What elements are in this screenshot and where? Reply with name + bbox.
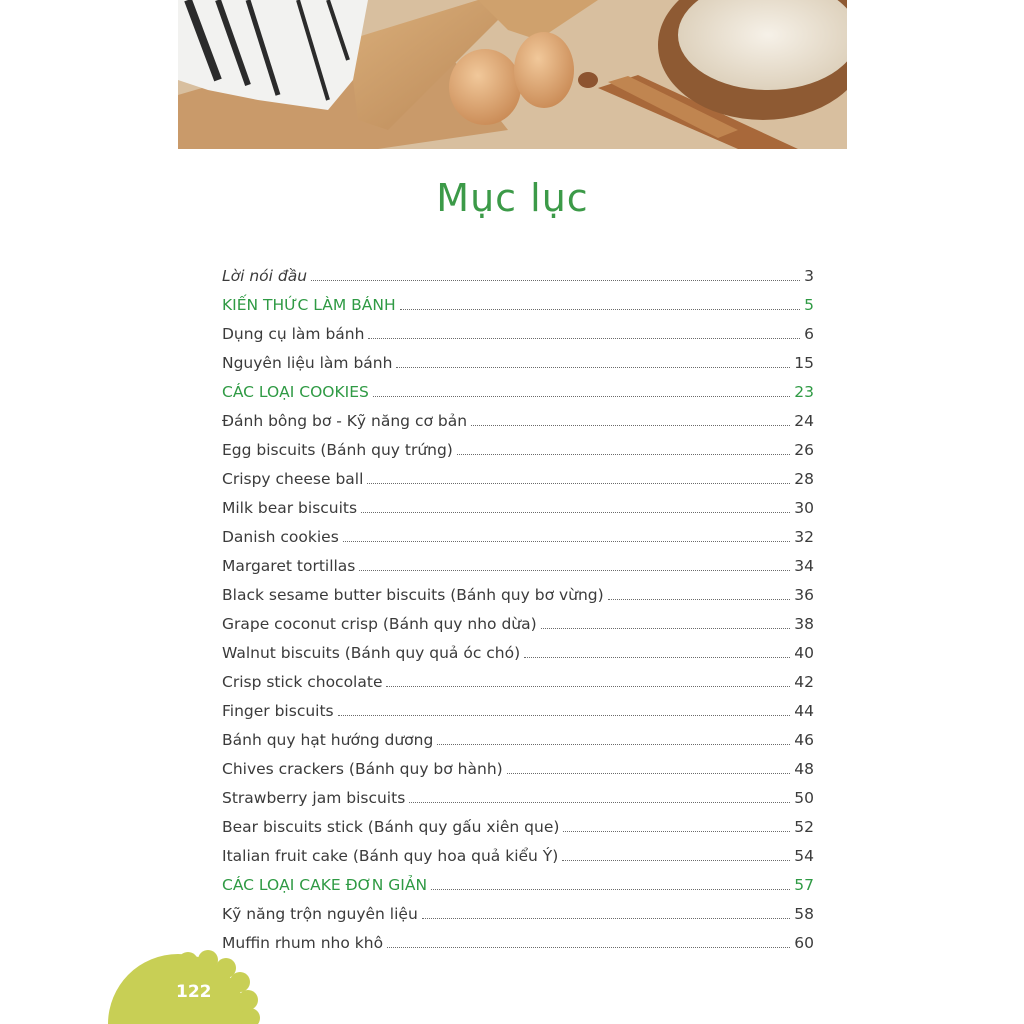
toc-entry-label: Black sesame butter biscuits (Bánh quy bơ vừng) <box>222 586 604 604</box>
dot-leader <box>311 280 800 281</box>
toc-entry-label: Margaret tortillas <box>222 557 356 575</box>
toc-entry-label: Lời nói đầu <box>222 267 308 285</box>
dot-leader <box>507 773 791 774</box>
table-of-contents <box>222 256 814 952</box>
toc-entry-page: 54 <box>794 847 814 865</box>
toc-row <box>222 430 814 459</box>
toc-entry-label: Crisp stick chocolate <box>222 673 383 691</box>
book-page <box>178 0 847 1024</box>
toc-section-row <box>222 285 814 314</box>
toc-entry-page: 58 <box>794 905 814 923</box>
toc-entry-page: 42 <box>794 673 814 691</box>
toc-entry-page: 60 <box>794 934 814 952</box>
toc-entry-label: Đánh bông bơ - Kỹ năng cơ bản <box>222 412 468 430</box>
dot-leader <box>386 686 790 687</box>
toc-entry-page: 57 <box>794 876 814 894</box>
toc-section-row <box>222 865 814 894</box>
dot-leader <box>524 657 790 658</box>
toc-entry-page: 46 <box>794 731 814 749</box>
toc-row <box>222 691 814 720</box>
dot-leader <box>400 309 801 310</box>
toc-row <box>222 401 814 430</box>
toc-entry-page: 3 <box>804 267 814 285</box>
dot-leader <box>359 570 790 571</box>
toc-entry-page: 50 <box>794 789 814 807</box>
toc-entry-label: CÁC LOẠI COOKIES <box>222 383 369 401</box>
dot-leader <box>343 541 790 542</box>
toc-entry-label: Italian fruit cake (Bánh quy hoa quả kiểu Ý) <box>222 847 559 865</box>
toc-row <box>222 749 814 778</box>
toc-entry-label: KIẾN THỨC LÀM BÁNH <box>222 296 396 314</box>
toc-entry-label: Bear biscuits stick (Bánh quy gấu xiên que) <box>222 818 560 836</box>
toc-row <box>222 314 814 343</box>
toc-entry-label: Milk bear biscuits <box>222 499 358 517</box>
dot-leader <box>562 860 790 861</box>
toc-entry-page: 44 <box>794 702 814 720</box>
page-title: Mục lục <box>436 176 589 220</box>
dot-leader <box>387 947 790 948</box>
toc-entry-page: 5 <box>804 296 814 314</box>
dot-leader <box>437 744 790 745</box>
toc-entry-label: Egg biscuits (Bánh quy trứng) <box>222 441 453 459</box>
dot-leader <box>608 599 791 600</box>
toc-entry-page: 32 <box>794 528 814 546</box>
toc-entry-label: Dụng cụ làm bánh <box>222 325 365 343</box>
toc-row <box>222 662 814 691</box>
egg-right <box>514 32 574 108</box>
toc-entry-page: 26 <box>794 441 814 459</box>
dot-leader <box>457 454 790 455</box>
toc-entry-page: 15 <box>794 354 814 372</box>
dot-leader <box>368 338 800 339</box>
dot-leader <box>367 483 790 484</box>
toc-row <box>222 256 814 285</box>
toc-entry-page: 6 <box>804 325 814 343</box>
toc-entry-page: 34 <box>794 557 814 575</box>
dot-leader <box>563 831 790 832</box>
toc-entry-label: Bánh quy hạt hướng dương <box>222 731 434 749</box>
toc-entry-label: Danish cookies <box>222 528 339 546</box>
dot-leader <box>396 367 790 368</box>
toc-entry-page: 48 <box>794 760 814 778</box>
toc-entry-label: Nguyên liệu làm bánh <box>222 354 393 372</box>
toc-entry-label: Strawberry jam biscuits <box>222 789 406 807</box>
toc-row <box>222 517 814 546</box>
toc-row <box>222 459 814 488</box>
toc-entry-label: Muffin rhum nho khô <box>222 934 384 952</box>
toc-row <box>222 894 814 923</box>
toc-entry-page: 24 <box>794 412 814 430</box>
toc-entry-page: 52 <box>794 818 814 836</box>
toc-row <box>222 488 814 517</box>
dot-leader <box>422 918 790 919</box>
toc-row <box>222 633 814 662</box>
toc-section-row <box>222 372 814 401</box>
dot-leader <box>409 802 790 803</box>
toc-row <box>222 778 814 807</box>
toc-row <box>222 923 814 952</box>
toc-entry-page: 23 <box>794 383 814 401</box>
toc-row <box>222 807 814 836</box>
toc-entry-page: 28 <box>794 470 814 488</box>
toc-row <box>222 836 814 865</box>
toc-row <box>222 343 814 372</box>
toc-entry-page: 30 <box>794 499 814 517</box>
toc-entry-label: CÁC LOẠI CAKE ĐƠN GIẢN <box>222 876 428 894</box>
toc-entry-label: Crispy cheese ball <box>222 470 364 488</box>
toc-row <box>222 575 814 604</box>
page-number: 122 <box>176 982 212 1002</box>
toc-row <box>222 720 814 749</box>
header-photo-baking <box>178 0 847 149</box>
dot-leader <box>338 715 791 716</box>
dot-leader <box>361 512 790 513</box>
dot-leader <box>541 628 791 629</box>
toc-entry-page: 36 <box>794 586 814 604</box>
toc-entry-label: Kỹ năng trộn nguyên liệu <box>222 905 418 923</box>
dot-leader <box>471 425 790 426</box>
toc-row <box>222 604 814 633</box>
dot-leader <box>431 889 790 890</box>
baking-illustration <box>178 0 847 149</box>
egg-left <box>449 49 521 125</box>
toc-row <box>222 546 814 575</box>
toc-entry-label: Chives crackers (Bánh quy bơ hành) <box>222 760 503 778</box>
dot-leader <box>373 396 790 397</box>
toc-entry-page: 40 <box>794 644 814 662</box>
toc-entry-label: Finger biscuits <box>222 702 334 720</box>
toc-entry-label: Grape coconut crisp (Bánh quy nho dừa) <box>222 615 537 633</box>
toc-entry-label: Walnut biscuits (Bánh quy quả óc chó) <box>222 644 521 662</box>
toc-entry-page: 38 <box>794 615 814 633</box>
